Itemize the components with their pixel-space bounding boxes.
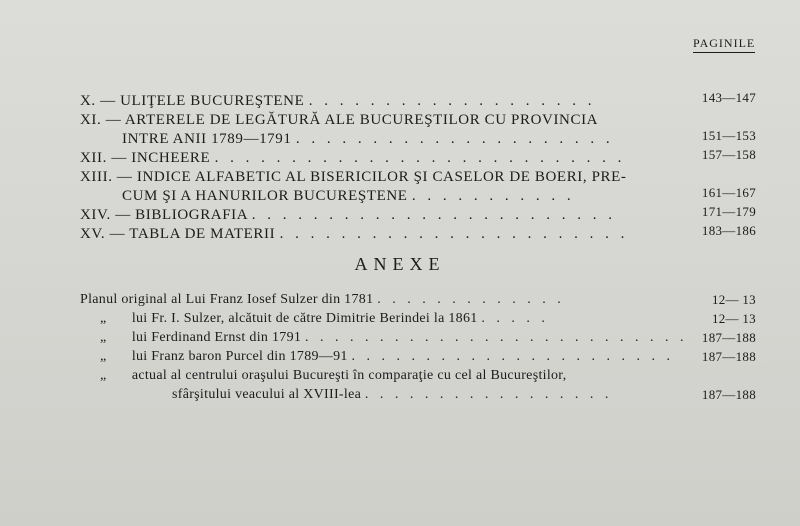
ditto-mark: „	[100, 349, 107, 364]
toc-entry-label: X. — ULIŢELE BUCUREŞTENE	[80, 93, 305, 109]
toc-entry-label: XIII. — INDICE ALFABETIC AL BISERICILOR ŞI CASELOR DE BOERI, PRE-	[80, 169, 627, 185]
annex-item-pages: 187—188	[701, 387, 756, 402]
annex-item-text: Planul original al Lui Franz Iosef Sulzer din 1781	[80, 292, 374, 307]
annex-item-pages: 12— 13	[711, 292, 756, 307]
leader-dots: . . . . . . . . . . .	[411, 188, 575, 204]
toc-entry-continuation	[80, 187, 756, 206]
toc-entry	[80, 111, 756, 130]
leader-dots: . . . . . . . . . . . . . . . . . . . . . .	[351, 349, 675, 364]
leader-dots: . . . . . . . . . . . . . . . . . . .	[308, 93, 596, 109]
toc-entry-pages: 143—147	[701, 90, 756, 105]
annex-item-text: actual al centrului oraşului Bucureşti în comparaţie cu cel al Bucureştilor,	[131, 368, 567, 383]
annex-item-text: lui Ferdinand Ernst din 1791	[131, 330, 302, 345]
toc-entry	[80, 149, 756, 168]
toc-entry-cont: CUM ŞI A HANURILOR BUCUREŞTENE	[122, 188, 408, 204]
annex-item-cont: sfârşitului veacului al XVIII-lea	[172, 387, 362, 402]
annex-list	[80, 290, 756, 404]
leader-dots: . . . . . . . . . . . . . . . . . . . . . . . . . . .	[214, 150, 626, 166]
leader-dots: . . . . . . . . . . . . .	[377, 292, 565, 307]
toc-entry	[80, 206, 756, 225]
leader-dots: . . . . .	[481, 311, 549, 326]
toc-entry-label: XI. — ARTERELE DE LEGĂTURĂ ALE BUCUREŞTILOR CU PROVINCIA	[80, 112, 599, 128]
annex-item	[80, 328, 756, 347]
toc-entry	[80, 168, 756, 187]
table-of-contents	[80, 78, 756, 244]
annex-item-text: lui Fr. I. Sulzer, alcătuit de către Dimitrie Berindei la 1861	[131, 311, 478, 326]
toc-entry-cont: INTRE ANII 1789—1791	[122, 131, 292, 147]
leader-dots: . . . . . . . . . . . . . . . . . . . . . . . . . .	[305, 330, 688, 345]
toc-entry-continuation	[80, 130, 756, 149]
toc-entry-label: XV. — TABLA DE MATERII	[80, 226, 276, 242]
annex-item-pages: 187—188	[701, 330, 756, 345]
annex-heading: ANEXE	[354, 254, 446, 274]
annex-item-pages: 12— 13	[711, 311, 756, 326]
toc-entry-label: XII. — INCHEERE	[80, 150, 211, 166]
annex-item	[80, 347, 756, 366]
annex-item-text: lui Franz baron Purcel din 1789—91	[131, 349, 348, 364]
leader-dots: . . . . . . . . . . . . . . . . . . . . . . . .	[251, 207, 616, 223]
ditto-mark: „	[100, 368, 107, 383]
ditto-mark: „	[100, 311, 107, 326]
toc-entry	[80, 92, 756, 111]
leader-dots: . . . . . . . . . . . . . . . . . . . . .	[295, 131, 614, 147]
leader-dots: . . . . . . . . . . . . . . . . . . . . . . .	[279, 226, 629, 242]
toc-entry	[80, 225, 756, 244]
leader-dots: . . . . . . . . . . . . . . . . .	[364, 387, 613, 402]
ditto-mark: „	[100, 330, 107, 345]
annex-item-pages: 187—188	[701, 349, 756, 364]
annex-item	[80, 290, 756, 309]
annex-item-continuation	[80, 385, 756, 404]
pages-column-header: PAGINILE	[693, 36, 755, 53]
toc-entry-pages: 183—186	[701, 223, 756, 238]
toc-entry-pages: 157—158	[701, 147, 756, 162]
annex-item	[80, 366, 756, 385]
toc-entry-pages: 161—167	[701, 185, 756, 200]
annex-item	[80, 309, 756, 328]
toc-entry-pages: 151—153	[701, 128, 756, 143]
toc-entry-pages: 171—179	[701, 204, 756, 219]
toc-entry-label: XIV. — BIBLIOGRAFIA	[80, 207, 248, 223]
